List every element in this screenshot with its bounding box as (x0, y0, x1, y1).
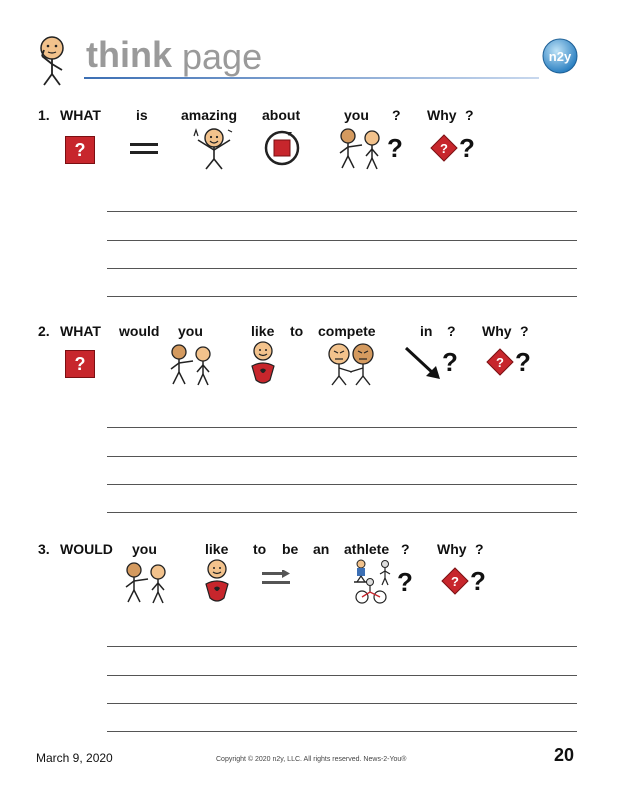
q3-word-would: WOULD (60, 541, 113, 557)
question-mark-icon: ? (387, 133, 403, 163)
q1-number: 1. (38, 107, 50, 123)
about-icon (264, 130, 300, 166)
why-diamond-icon (486, 348, 514, 376)
q2-word-q: ? (447, 323, 456, 339)
svg-text:?: ? (451, 574, 459, 589)
footer-date: March 9, 2020 (36, 751, 113, 765)
q3-word-you: you (132, 541, 157, 557)
page-title-think: think (86, 34, 172, 75)
you-people-icon (165, 342, 217, 386)
q3-word-why-q: ? (475, 541, 484, 557)
answer-line-3b[interactable] (107, 675, 577, 676)
q1-word-why: Why (427, 107, 457, 123)
svg-text:?: ? (440, 141, 448, 156)
you-people-icon (120, 560, 172, 604)
in-arrow-icon (404, 346, 442, 380)
q2-word-why-q: ? (520, 323, 529, 339)
q1-word-why-q: ? (465, 107, 474, 123)
amazed-person-icon (188, 126, 240, 170)
svg-text:?: ? (496, 355, 504, 370)
answer-line-2b[interactable] (107, 456, 577, 457)
thinking-person-icon (30, 34, 74, 86)
answer-line-1b[interactable] (107, 240, 577, 241)
answer-line-1a[interactable] (107, 211, 577, 212)
page-number: 20 (554, 745, 575, 765)
answer-line-2d[interactable] (107, 512, 577, 513)
q1-word-amazing: amazing (181, 107, 238, 123)
title-underline (84, 77, 539, 79)
question-mark-icon: ? (459, 133, 475, 163)
equals-icon (130, 142, 158, 156)
answer-line-2a[interactable] (107, 427, 577, 428)
q2-word-compete: compete (318, 323, 376, 339)
why-diamond-icon (430, 134, 458, 162)
q2-word-why: Why (482, 323, 512, 339)
q1-word-you: you (344, 107, 369, 123)
q1-word-what: WHAT (60, 107, 101, 123)
question-mark-icon: ? (397, 567, 413, 597)
why-diamond-icon (441, 567, 469, 595)
q2-word-you: you (178, 323, 203, 339)
q3-word-why: Why (437, 541, 467, 557)
q2-word-what: WHAT (60, 323, 101, 339)
q2-number: 2. (38, 323, 50, 339)
q3-number: 3. (38, 541, 50, 557)
question-mark-icon: ? (515, 347, 531, 377)
q3-word-athlete: athlete (344, 541, 390, 557)
like-heart-person-icon (200, 558, 234, 604)
q2-word-in: in (420, 323, 433, 339)
answer-line-3d[interactable] (107, 731, 577, 732)
compete-faces-icon (324, 342, 378, 386)
you-people-icon (334, 126, 386, 170)
q2-word-to: to (290, 323, 304, 339)
footer-copyright: Copyright © 2020 n2y, LLC. All rights reserved. News-2-You® (216, 756, 407, 763)
be-arrow-icon (262, 570, 292, 588)
question-box-icon: ? (65, 136, 95, 164)
q1-word-about: about (262, 107, 301, 123)
answer-line-3c[interactable] (107, 703, 577, 704)
like-heart-person-icon (246, 340, 280, 386)
q3-word-like: like (205, 541, 229, 557)
logo-text: n2y (548, 49, 572, 64)
q3-word-to: to (253, 541, 267, 557)
q3-word-an: an (313, 541, 330, 557)
q3-word-be: be (282, 541, 299, 557)
answer-line-3a[interactable] (107, 646, 577, 647)
question-box-icon: ? (65, 350, 95, 378)
q1-word-q: ? (392, 107, 401, 123)
page-title-page: page (182, 36, 263, 77)
q2-word-like: like (251, 323, 275, 339)
question-mark-icon: ? (442, 347, 458, 377)
question-mark-icon: ? (470, 566, 486, 596)
q3-word-q: ? (401, 541, 410, 557)
answer-line-1c[interactable] (107, 268, 577, 269)
q1-word-is: is (136, 107, 148, 123)
athlete-icon (352, 558, 398, 604)
answer-line-2c[interactable] (107, 484, 577, 485)
n2y-logo (542, 38, 578, 74)
q2-word-would: would (119, 323, 160, 339)
answer-line-1d[interactable] (107, 296, 577, 297)
